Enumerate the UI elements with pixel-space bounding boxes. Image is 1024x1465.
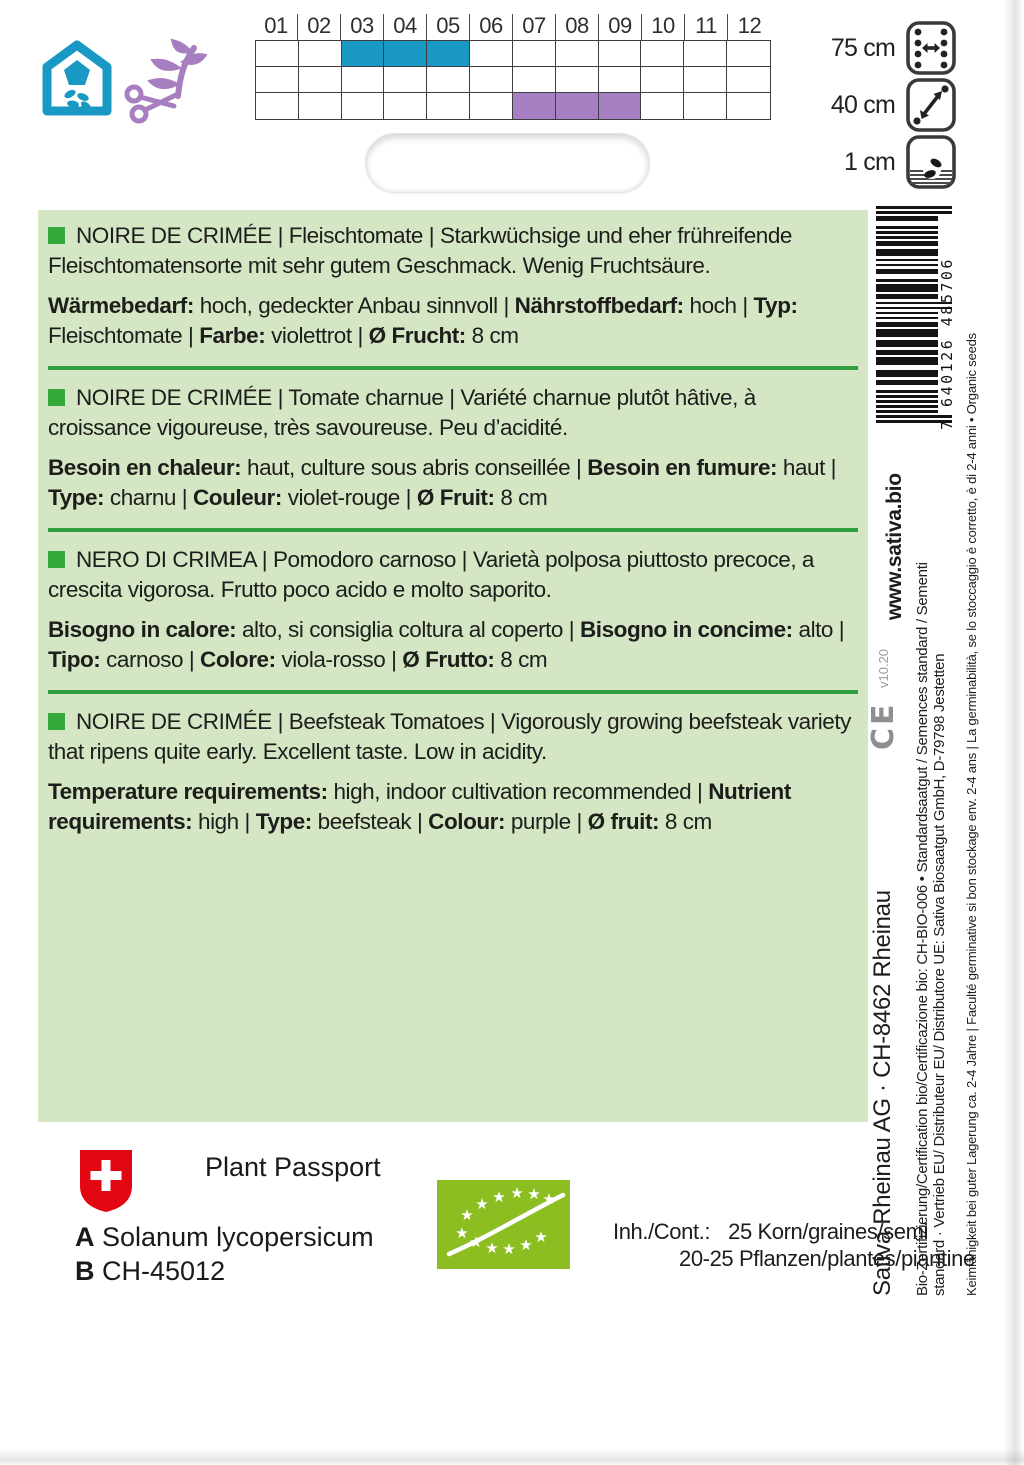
calendar-cell-direct-sowing-07 <box>513 67 556 93</box>
calendar-cell-direct-sowing-10 <box>641 67 684 93</box>
plant-passport-title: Plant Passport <box>205 1152 381 1182</box>
svg-text:★: ★ <box>475 1195 489 1213</box>
calendar-month-label: 07 <box>513 14 556 40</box>
calendar-cell-sowing-under-cover-12 <box>727 41 770 67</box>
plant-spacing-icon <box>905 77 957 133</box>
variety-info-box <box>38 210 868 1122</box>
variety-description: NERO DI CRIMEA | Pomodoro carnoso | Varietà polposa piuttosto precoce, a crescita vigorosa. Frutto poco acido e molto saporito. <box>48 547 814 602</box>
plant-spacing-label: 40 cm <box>830 90 895 119</box>
green-square-bullet <box>48 551 65 568</box>
variety-section-en <box>48 707 858 837</box>
calendar-month-label: 09 <box>599 14 642 40</box>
calendar-cell-direct-sowing-02 <box>299 67 342 93</box>
section-divider <box>48 366 858 370</box>
svg-text:★: ★ <box>460 1206 474 1224</box>
passport-operator-line: B CH-45012 <box>75 1256 226 1286</box>
variety-specs: Wärmebedarf: hoch, gedeckter Anbau sinnvoll | Nährstoffbedarf: hoch | Typ: Fleischtomate | Farbe: violettrot | Ø Frucht: 8 cm <box>48 293 798 348</box>
svg-text:★: ★ <box>485 1239 499 1257</box>
calendar-cell-sowing-under-cover-03 <box>342 41 385 67</box>
calendar-month-label: 10 <box>642 14 685 40</box>
harvest-scissors-icon <box>122 38 208 126</box>
seed-count: 25 Korn/graines/semi <box>728 1219 928 1244</box>
ean-barcode-number: 7 640126 485706 <box>938 257 956 430</box>
variety-description: NOIRE DE CRIMÉE | Beefsteak Tomatoes | Vigorously growing beefsteak variety that ripens quite early. Excellent taste. Low in acidity. <box>48 709 851 764</box>
variety-section-de <box>48 221 858 351</box>
calendar-cell-sowing-under-cover-02 <box>299 41 342 67</box>
calendar-cell-direct-sowing-11 <box>684 67 727 93</box>
packet-bottom-edge <box>0 1449 1024 1465</box>
row-spacing-icon <box>905 20 957 76</box>
variety-description: NOIRE DE CRIMÉE | Tomate charnue | Variété charnue plutôt hâtive, à croissance vigoureuse, très savoureuse. Peu d’acidité. <box>48 385 756 440</box>
germination-info-text: Keimfähigkeit bei guter Lagerung ca. 2-4 Jahre | Faculté germinative si bon stockage env. 2-4 ans | La germinabilità, se lo stoccaggio è corretto, è di 2-4 anni • Organic seeds <box>964 333 979 1296</box>
calendar-cell-harvest-01 <box>256 93 299 119</box>
calendar-month-label: 03 <box>341 14 384 40</box>
section-divider <box>48 690 858 694</box>
calendar-cell-harvest-07 <box>513 93 556 119</box>
calendar-month-header <box>255 14 771 40</box>
calendar-cell-direct-sowing-03 <box>342 67 385 93</box>
calendar-cell-direct-sowing-05 <box>427 67 470 93</box>
calendar-cell-sowing-under-cover-11 <box>684 41 727 67</box>
sowing-calendar <box>255 14 771 120</box>
variety-specs: Bisogno in calore: alto, si consiglia coltura al coperto | Bisogno in concime: alto | Tipo: carnoso | Colore: viola-rosso | Ø Frutto: 8 cm <box>48 617 845 672</box>
green-square-bullet <box>48 227 65 244</box>
calendar-month-label: 01 <box>255 14 298 40</box>
variety-specs: Besoin en chaleur: haut, culture sous abris conseillée | Besoin en fumure: haut | Type: charnu | Couleur: violet-rouge | Ø Fruit: 8 cm <box>48 455 837 510</box>
svg-text:★: ★ <box>519 1236 533 1254</box>
row-spacing <box>823 20 957 76</box>
calendar-cell-sowing-under-cover-09 <box>599 41 642 67</box>
calendar-cell-direct-sowing-09 <box>599 67 642 93</box>
variety-section-fr <box>48 383 858 513</box>
hang-hole <box>365 133 650 193</box>
calendar-cell-direct-sowing-01 <box>256 67 299 93</box>
sowing-depth <box>823 134 957 190</box>
swiss-coat-of-arms <box>75 1148 137 1214</box>
version-label: v10.20 <box>876 648 891 688</box>
calendar-cell-sowing-under-cover-06 <box>470 41 513 67</box>
content-quantity-block <box>613 1218 975 1272</box>
calendar-cell-direct-sowing-04 <box>384 67 427 93</box>
plant-spacing <box>823 77 957 133</box>
plant-count: 20-25 Pflanzen/plantes/piantine <box>679 1246 975 1271</box>
svg-text:★: ★ <box>455 1224 469 1242</box>
calendar-month-label: 11 <box>685 14 728 40</box>
calendar-month-label: 08 <box>556 14 599 40</box>
green-square-bullet <box>48 389 65 406</box>
sowing-depth-label: 1 cm <box>844 147 895 176</box>
variety-section-it <box>48 545 858 675</box>
calendar-cell-harvest-11 <box>684 93 727 119</box>
calendar-cell-sowing-under-cover-05 <box>427 41 470 67</box>
calendar-cell-harvest-10 <box>641 93 684 119</box>
sowing-depth-icon <box>905 134 957 190</box>
calendar-cell-harvest-08 <box>556 93 599 119</box>
variety-specs: Temperature requirements: high, indoor cultivation recommended | Nutrient requirements: high | Type: beefsteak | Colour: purple | Ø fruit: 8 cm <box>48 779 791 834</box>
calendar-cell-sowing-under-cover-08 <box>556 41 599 67</box>
calendar-month-label: 12 <box>737 13 762 38</box>
calendar-month-label: 04 <box>384 14 427 40</box>
plant-passport-details <box>75 1220 374 1288</box>
calendar-cell-harvest-05 <box>427 93 470 119</box>
svg-text:★: ★ <box>542 1190 556 1208</box>
website-url: www.sativa.bio <box>883 473 906 620</box>
calendar-grid <box>255 40 771 120</box>
svg-text:★: ★ <box>469 1233 483 1251</box>
svg-text:★: ★ <box>492 1188 506 1206</box>
certification-info-text: Bio-Zertifizierung/Certification bio/Certificazione bio: CH-BIO-006 • Standardsaatgut / Semences standard / Sementi standard · Vertrieb EU/ Distributeur EU/ Distributore UE: Sativa Biosaatgut GmbH, D-79798 Jestetten <box>914 562 948 1296</box>
calendar-month-label: 05 <box>427 14 470 40</box>
calendar-cell-harvest-04 <box>384 93 427 119</box>
calendar-cell-sowing-under-cover-10 <box>641 41 684 67</box>
calendar-cell-harvest-02 <box>299 93 342 119</box>
eu-organic-leaf-logo <box>437 1180 570 1269</box>
packet-right-edge <box>1004 0 1024 1465</box>
svg-text:★: ★ <box>527 1185 541 1203</box>
green-square-bullet <box>48 713 65 730</box>
calendar-cell-direct-sowing-06 <box>470 67 513 93</box>
passport-species-line: A Solanum lycopersicum <box>75 1222 374 1252</box>
calendar-month-label: 06 <box>470 14 513 40</box>
ce-mark: CE <box>866 701 901 750</box>
calendar-cell-sowing-under-cover-07 <box>513 41 556 67</box>
variety-description: NOIRE DE CRIMÉE | Fleischtomate | Starkwüchsige und eher frühreifende Fleischtomatensorte mit sehr gutem Geschmack. Wenig Fruchtsäure. <box>48 223 792 278</box>
content-label: Inh./Cont.: <box>613 1219 711 1244</box>
calendar-cell-harvest-09 <box>599 93 642 119</box>
svg-text:★: ★ <box>534 1228 548 1246</box>
calendar-cell-sowing-under-cover-04 <box>384 41 427 67</box>
section-divider <box>48 528 858 532</box>
svg-text:★: ★ <box>510 1184 524 1202</box>
svg-text:★: ★ <box>502 1240 516 1258</box>
calendar-cell-direct-sowing-12 <box>727 67 770 93</box>
greenhouse-sowing-icon <box>42 40 112 116</box>
row-spacing-label: 75 cm <box>830 33 895 62</box>
calendar-cell-direct-sowing-08 <box>556 67 599 93</box>
calendar-cell-harvest-06 <box>470 93 513 119</box>
calendar-month-label: 02 <box>298 14 341 40</box>
calendar-cell-harvest-12 <box>727 93 770 119</box>
calendar-cell-sowing-under-cover-01 <box>256 41 299 67</box>
company-address: Sativa Rheinau AG · CH-8462 Rheinau <box>869 890 896 1296</box>
calendar-cell-harvest-03 <box>342 93 385 119</box>
